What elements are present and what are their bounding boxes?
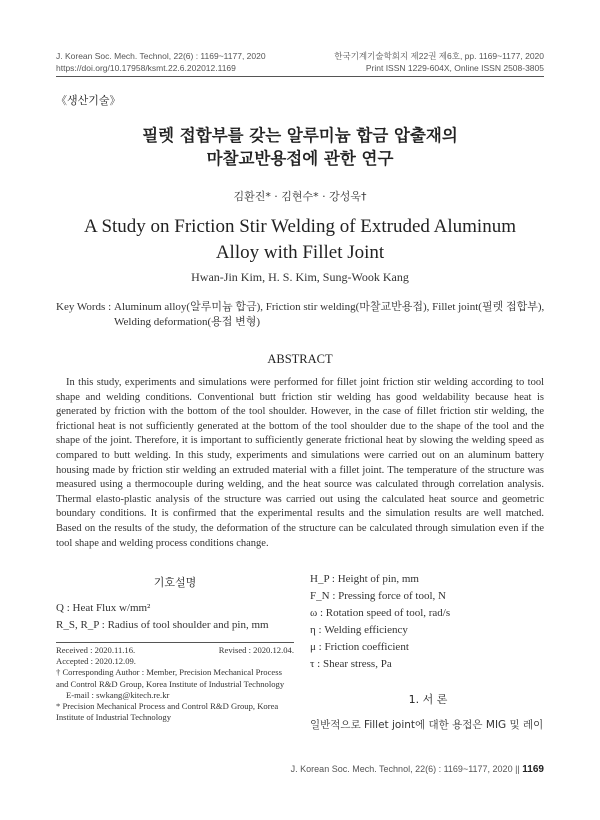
symbol-hp-desc: : Height of pin, mm (331, 573, 419, 585)
journal-korean-citation: 한국기계기술학회지 제22권 제6호, pp. 1169~1177, 2020 (334, 51, 544, 61)
symbol-tau-desc: : Shear stress, Pa (317, 658, 392, 670)
footer-citation: J. Korean Soc. Mech. Technol, 22(6) : 1169~1177, 2020 (290, 764, 513, 774)
english-title (0, 214, 600, 266)
corresponding-author: † Corresponding Author : Member, Precision Mechanical Process and Control R&D Group, Korea Institute of Industrial Technology (56, 667, 285, 689)
running-header-right (334, 50, 544, 74)
symbol-mu: μ (310, 641, 316, 653)
doi-link[interactable]: https://doi.org/10.17958/ksmt.22.6.202012.1169 (56, 63, 236, 73)
section-heading-introduction: 1. 서 론 (408, 693, 448, 706)
symbol-eta-desc: : Welding efficiency (318, 624, 408, 636)
english-title-line1: A Study on Friction Stir Welding of Extruded Aluminum (84, 216, 516, 237)
author-affiliation: * Precision Mechanical Process and Control R&D Group, Korea Institute of Industrial Technology (56, 701, 279, 723)
header-divider (56, 76, 544, 77)
journal-citation: J. Korean Soc. Mech. Technol, 22(6) : 1169~1177, 2020 (56, 51, 266, 61)
korean-title-line1: 필렛 접합부를 갖는 알루미늄 합금 압출재의 (142, 126, 458, 145)
symbols-list-right (310, 571, 546, 673)
footnotes (56, 645, 294, 723)
keywords-label: Key Words : (56, 301, 112, 313)
issn-info: Print ISSN 1229-604X, Online ISSN 2508-3805 (365, 63, 544, 73)
korean-title-line2: 마찰교반용접에 관한 연구 (206, 149, 394, 168)
symbol-row-hp (310, 571, 546, 588)
symbol-row-tau (310, 656, 546, 673)
symbols-heading: 기호설명 (153, 576, 197, 589)
korean-authors: 김환진* · 김현수* · 강성욱† (233, 190, 367, 203)
abstract-text: In this study, experiments and simulations were performed for fillet joint friction stir welding according to tool shape and welding conditions. Conventional butt friction stir welding has good weldability because heat is generated by friction with the bottom of the tool shoulder. However, in the case of fillet friction stir welding, the frictional heat is not sufficiently generated at the bottom of the tool shoulder due to the shape of the tool and the shape of the joint. Therefore, it is important to sufficiently generate frictional heat by slowing the welding speed as compared to butt welding. In this study, experiments and simulations were carried out on an aluminum battery housing made by friction stir welding an extruded material with a fillet joint. The temperature of the structure was measured using a thermocouple during welding, and the heat source was calculated through correlation analysis. Thermal elasto-plastic analysis of the structure was carried out using the calculated heat source and geometric boundary conditions. It is confirmed that the experimental results and the simulation results are well matched. Based on the results of the study, the deformation of the structure can be calculated through simulation even if the tool shape and welding process conditions change. (56, 377, 544, 549)
keywords-block (56, 300, 546, 330)
keywords-text: Aluminum alloy(알루미늄 합금), Friction stir welding(마찰교반용접), Fillet joint(필렛 접합부), Welding deformation(용접 변형) (114, 301, 545, 328)
page-number: 1169 (522, 764, 544, 775)
accepted-date: Accepted : 2020.12.09. (56, 656, 136, 667)
symbol-omega-desc: : Rotation speed of tool, rad/s (320, 607, 451, 619)
symbol-eta: η (310, 624, 316, 636)
author-email[interactable]: E-mail : swkang@kitech.re.kr (66, 689, 170, 700)
symbol-mu-desc: : Friction coefficient (318, 641, 409, 653)
symbol-q-desc: : Heat Flux w/mm² (66, 602, 151, 614)
symbol-fn-desc: : Pressing force of tool, N (332, 590, 446, 602)
symbol-row-fn (310, 588, 546, 605)
footer-separator: || (515, 764, 520, 774)
symbol-omega: ω (310, 607, 318, 619)
page-footer (291, 764, 544, 775)
english-authors: Hwan-Jin Kim, H. S. Kim, Sung-Wook Kang (191, 270, 409, 284)
running-header-left (56, 50, 266, 74)
symbols-list-left (56, 600, 294, 634)
revised-date: Revised : 2020.12.04. (218, 645, 294, 655)
symbol-row-mu (310, 639, 546, 656)
symbol-tau: τ (310, 658, 315, 670)
symbol-row-radius (56, 617, 294, 634)
symbol-row-q (56, 600, 294, 617)
article-category: 《생산기술》 (56, 94, 121, 107)
abstract-heading: ABSTRACT (267, 352, 333, 366)
symbol-q: Q (56, 602, 64, 614)
english-title-line2: Alloy with Fillet Joint (215, 242, 385, 263)
received-date: Received : 2020.11.16. (56, 645, 136, 655)
footnote-divider (56, 642, 294, 643)
symbol-hp: H_P (310, 573, 330, 585)
introduction-text: 일반적으로 Fillet joint에 대한 용접은 MIG 및 레이 (310, 719, 544, 731)
korean-title (0, 124, 600, 170)
symbol-radius-desc: : Radius of tool shoulder and pin, mm (101, 619, 269, 631)
symbol-row-omega (310, 605, 546, 622)
abstract-body (56, 376, 544, 551)
symbol-radius: R_S, R_P (56, 619, 100, 631)
symbol-row-eta (310, 622, 546, 639)
symbol-fn: F_N (310, 590, 330, 602)
